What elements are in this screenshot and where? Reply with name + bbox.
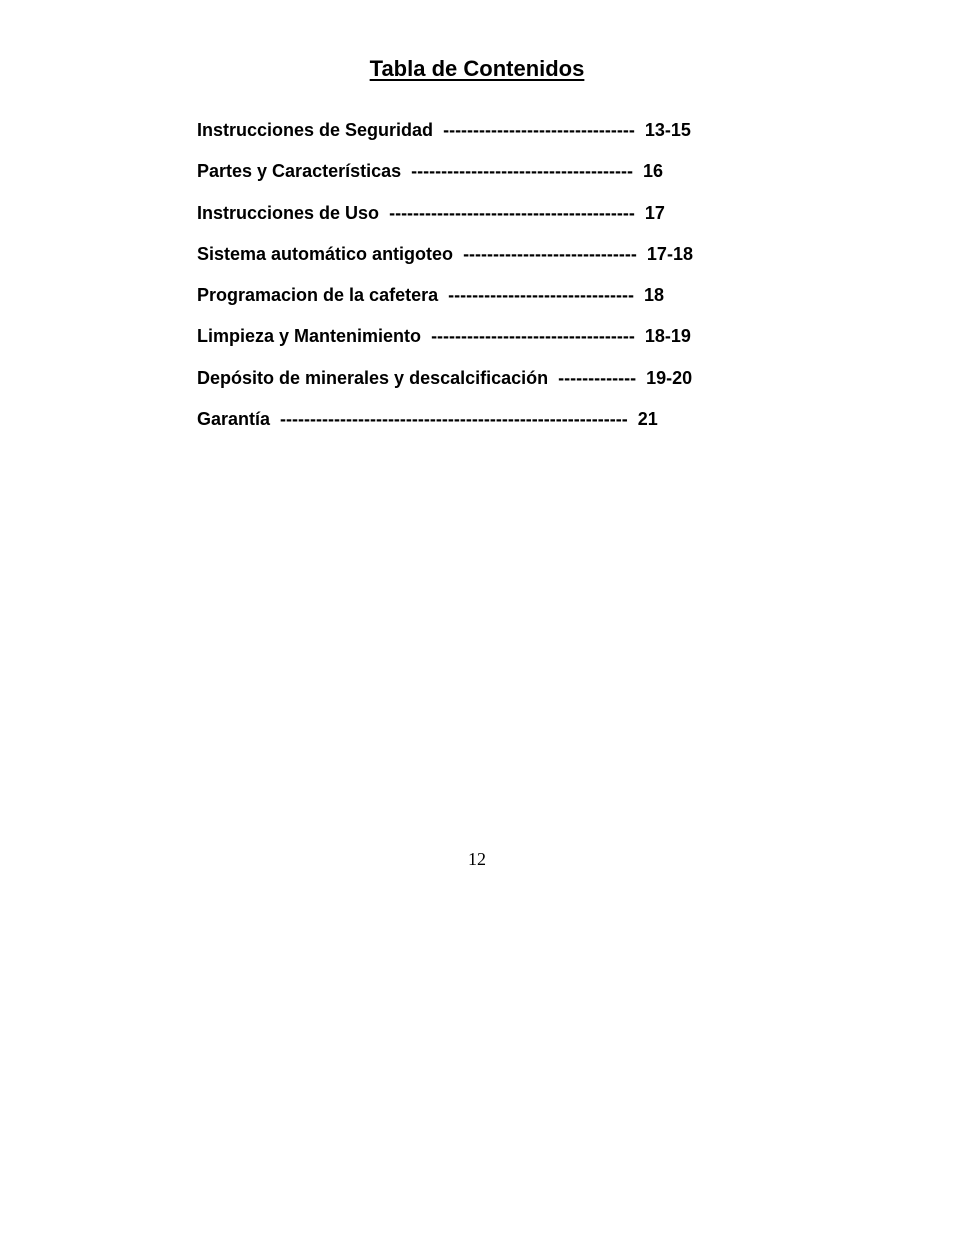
toc-entry-label: Garantía [197,409,271,430]
toc-entry [197,324,817,365]
toc-entry-pages: 13-15 [644,120,691,140]
page-title: Tabla de Contenidos [369,56,585,81]
toc-entry-pages: 21 [637,409,658,430]
toc-entry-pages: 17 [644,202,665,223]
toc-entry [197,242,817,283]
toc-entry [197,118,817,159]
toc-entry-pages: 16 [642,161,663,182]
toc-entry-label: Instrucciones de Uso [197,202,380,223]
toc-entry-leader: ------------------------------- [448,285,634,306]
toc-entry-label: Depósito de minerales y descalcificación [197,367,549,388]
toc-entry-pages: 17-18 [646,243,693,264]
toc-entry-leader: ---------------------------------- [431,326,635,347]
toc-entry-leader: ------------- [558,367,637,388]
toc-entry-label: Partes y Características [197,161,402,182]
toc-entry [197,283,817,324]
toc-entry [197,201,817,242]
toc-entry-pages: 18-19 [644,326,691,347]
toc-entry [197,407,817,448]
table-of-contents [197,118,817,448]
toc-entry-label: Programacion de la cafetera [197,285,439,306]
toc-entry [197,159,817,200]
toc-entry-leader: ------------------------------------- [411,161,633,182]
toc-entry-label: Instrucciones de Seguridad [197,120,434,140]
toc-entry-leader: ---------------------------------------------------------- [280,409,628,430]
toc-entry [197,366,817,407]
toc-entry-leader: -------------------------------- [443,120,635,140]
page-number: 12 [468,849,486,869]
toc-entry-label: Sistema automático antigoteo [197,243,454,264]
toc-entry-pages: 19-20 [646,367,693,388]
toc-entry-pages: 18 [643,285,664,306]
toc-entry-leader: ----------------------------------------- [389,202,635,223]
toc-entry-leader: ----------------------------- [463,243,637,264]
toc-entry-label: Limpieza y Mantenimiento [197,326,422,347]
